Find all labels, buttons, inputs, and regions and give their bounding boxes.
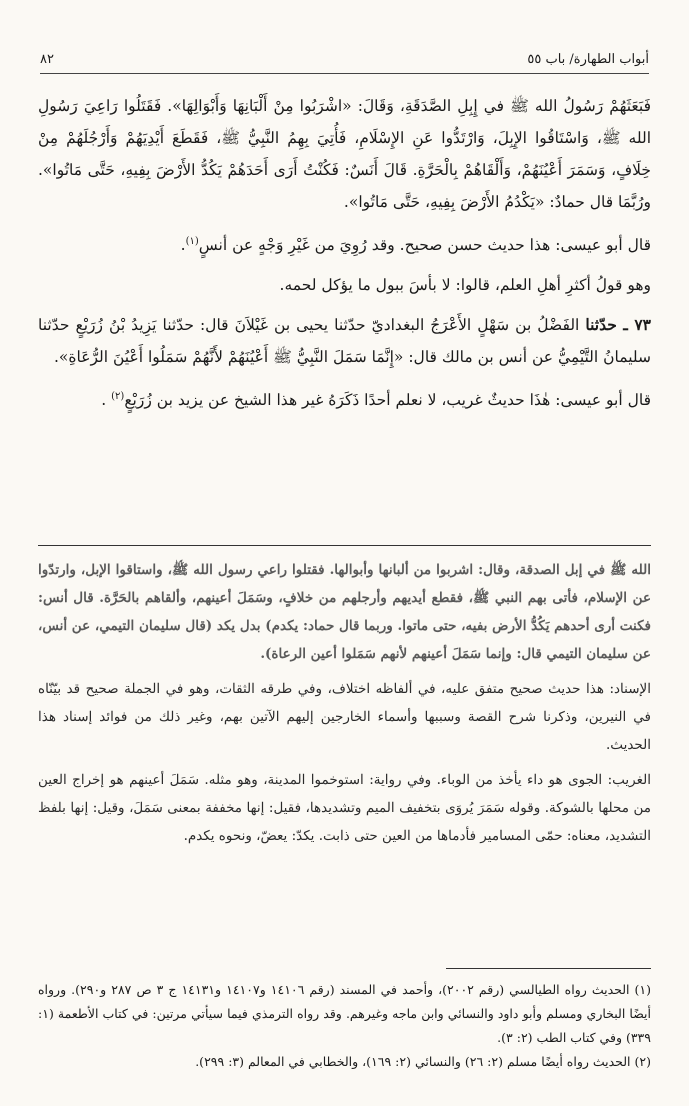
hadith-73-text: الفَضْلُ بن سَهْلٍ الأَعْرَجُ البغداديّ حدّثنا يحيى بن غَيْلاَنَ قال: حدّثنا يَزِيدُ بْنُ زُرَيْعٍ حدّثنا سليمانُ التَّيْمِيُّ عن أنس بن مالك قال: «إِنَّمَا سَمَلَ النَّبِيُّ ﷺ أَعْيُنَهُمْ لأَنَّهُمْ سَمَلُوا أَعْيُنَ الرُّعَاةِ». <box>38 316 651 367</box>
main-text <box>38 90 651 424</box>
gharib-notes-paragraph <box>38 766 651 850</box>
grading-paragraph: قال أبو عيسى: هذا حديث حسن صحيح. وقد رُوِيَ من غَيْرِ وَجْهٍ عن أنسٍ$^{(١)}$. <box>180 236 651 255</box>
gharib-text: قال أبو عيسى: هٰذَا حديثٌ غريب، لا نعلم أحدًا ذَكَرَهُ غير هذا الشيخ عن يزيد بن زُرَيْعٍ <box>124 391 651 410</box>
gharib-notes-text: الجوى هو داء يأخذ من الوباء. وفي رواية: استوخموا المدينة، وهو مثله. سَمَلَ أعينهم هو إخراج العين من محلها بالشوكة. وقوله سَمَرَ يُروَى بتخفيف الميم وتشديدها، فقيل: إنها مخففة بمعنى سَمَلَ، وقيل: إنها بلفظ التشديد، معناه: حمّى المسامير فأدماها من العين حتى ذابت. يكدّ: يعضّ، ونحوه يكدم. <box>38 772 651 844</box>
isnad-paragraph <box>38 675 651 759</box>
footnote-2: (٢) الحديث رواه أيضًا مسلم (٢: ٢٦) والنسائي (٢: ١٦٩)، والخطابي في المعالم (٣: ٢٩٩). <box>195 1054 651 1069</box>
commentary-text: الله ﷺ في إبل الصدقة، وقال: اشربوا من ألبانها وأبوالها. فقتلوا راعي رسول الله ﷺ، واستاقوا الإبل، وارتدّوا عن الإسلام، فأتى بهم النبي ﷺ، فقطع أيديهم وأرجلهم من خلافٍ، وسَمَلَ أعينهم، وألقاهم بالحَرَّة. قال أنس: فكنت أرى أحدهم يَكُدُّ الأرض بفيه، حتى ماتوا. وربما قال حماد: يكدم) بدل يكد (قال سليمان التيمي، عن أنس، عن سليمان التيمي قال: وإنما سَمَلَ أعينهم لأنهم سَمَلوا أعين الرعاة). <box>38 562 651 662</box>
gharib-paragraph: قال أبو عيسى: هٰذَا حديثٌ غريب، لا نعلم أحدًا ذَكَرَهُ غير هذا الشيخ عن يزيد بن زُرَيْعٍ$^{(٢)}$ . <box>101 391 651 410</box>
scholars-text: وهو قولُ أكثرِ أهلِ العلم، قالوا: لا بأسَ ببول ما يؤكل لحمه. <box>279 276 651 295</box>
hadith-text: فَبَعَثَهُمْ رَسُولُ الله ﷺ في إِبِلِ الصَّدَقَةِ، وَقَالَ: «اشْرَبُوا مِنْ أَلْبَانِهَا وَأَبْوَالِهَا». فَقَتَلُوا رَاعِيَ رَسُولِ الله ﷺ، وَاسْتَاقُوا الإِبِلَ، وَارْتَدُّوا عَنِ الإِسْلَامِ، فَأُتِيَ بِهِمُ النَّبِيُّ ﷺ، فَقَطَعَ أَيْدِيَهُمْ وَأَرْجُلَهُمْ مِنْ خِلَافٍ، وَسَمَرَ أَعْيُنَهُمْ، وَأَلْقَاهُمْ بِالْحَرَّةِ. قَالَ أَنَسٌ: فَكُنْتُ أَرَى أَحَدَهُمْ يَكُدُّ الأَرْضَ بِفِيهِ، حَتَّى مَاتُوا». ورُبَّمَا قال حمادٌ: «يَكْدُمُ الأَرْضَ بِفِيهِ، حَتَّى مَاتُوا». <box>38 97 651 211</box>
section-divider <box>38 545 651 546</box>
hadith-73-paragraph <box>38 309 651 373</box>
hadith-paragraph <box>38 90 651 218</box>
page-number: ٨٢ <box>40 52 54 67</box>
footnote-rule <box>446 968 651 969</box>
isnad-text: هذا حديث صحيح متفق عليه، في ألفاظه اختلاف، وفي طرقه الثقات، وهو في الجملة صحيح قد بيّنّاه في النيرين، وذكرنا شرح القصة وسببها وأسماء الخارجين إليهم الآتين بهم، وغير ذلك من فوائد إسناد هذا الحديث. <box>38 681 651 753</box>
gharib-label: الغريب: <box>607 772 651 788</box>
scholars-paragraph <box>38 269 651 301</box>
footnote-1: (١) الحديث رواه الطيالسي (رقم ٢٠٠٢)، وأحمد في المسند (رقم ١٤١٠٦ و١٤١٠٧ و١٤١٣١ ج ٣ ص ٢٨٧ و٢٩٠). ورواه أيضًا البخاري ومسلم وأبو داود والنسائي وابن ماجه وغيرهم. وقد رواه الترمذي فيما سيأتي مرتين: في كتاب الأطعمة (١: ٣٣٩) وفي كتاب الطب (٢: ٣). <box>38 982 651 1045</box>
footnotes <box>38 978 651 1074</box>
hadith-number: ٧٣ ـ حدّثنا <box>585 315 651 335</box>
footnote-marker-1: (١) <box>185 236 199 247</box>
commentary-text-paragraph <box>38 556 651 668</box>
chapter-title: أبواب الطهارة/ باب ٥٥ <box>527 52 649 67</box>
page-header <box>40 52 649 74</box>
commentary <box>38 556 651 857</box>
footnote-marker-2: (٢) <box>111 391 125 403</box>
isnad-label: الإسناد: <box>609 681 651 697</box>
grading-text: قال أبو عيسى: هذا حديث حسن صحيح. وقد رُوِيَ من غَيْرِ وَجْهٍ عن أنسٍ <box>198 236 651 255</box>
